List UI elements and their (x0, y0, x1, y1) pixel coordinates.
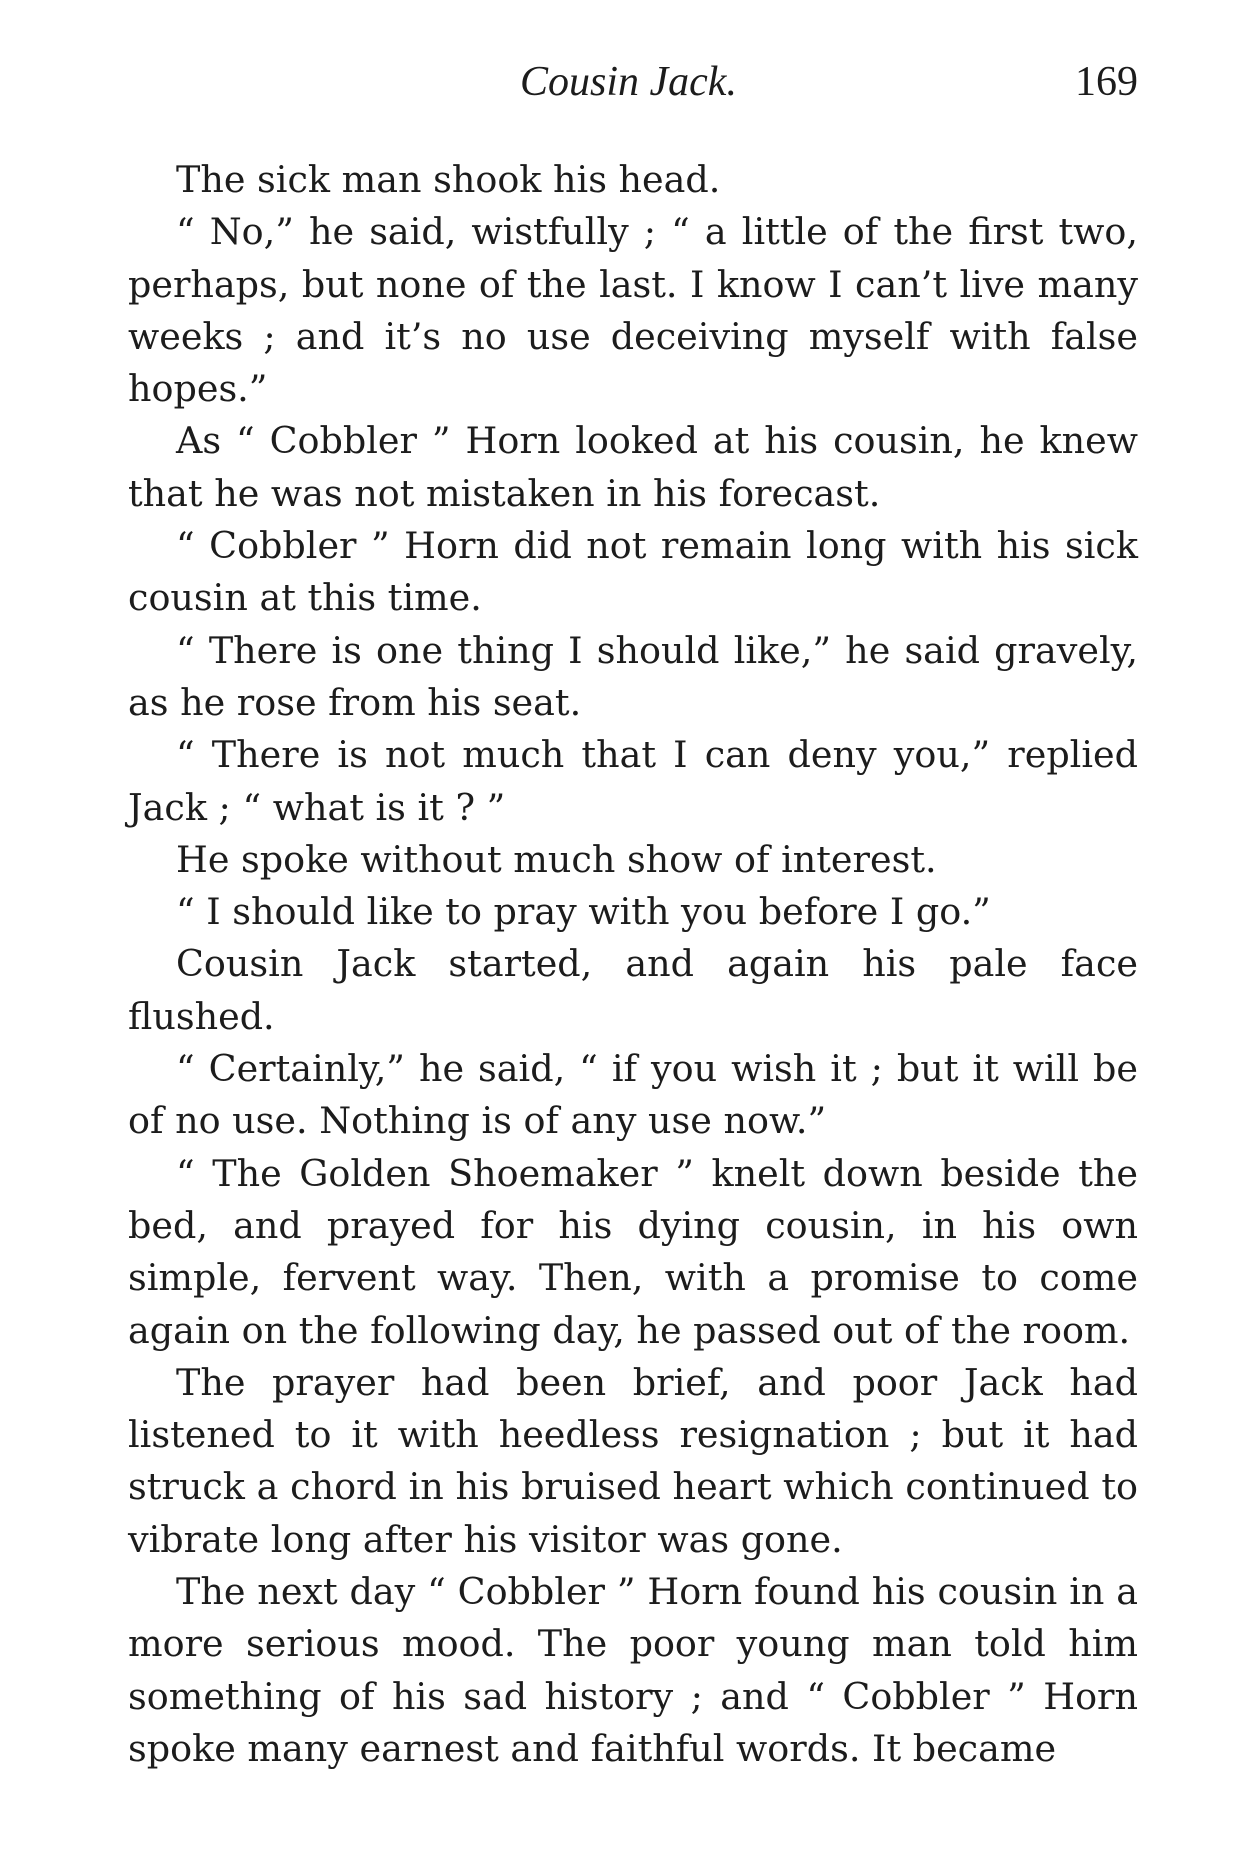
body-text (128, 154, 1138, 1775)
paragraph: “ The Golden Shoemaker ” knelt down beside the bed, and prayed for his dying cousin, in his own simple, fervent way. Then, with a promise to come again on the following day, he passed out of the room. (128, 1151, 1138, 1352)
paragraph: As “ Cobbler ” Horn looked at his cousin, he knew that he was not mistaken in his forecast. (128, 419, 1138, 515)
paragraph: “ Certainly,” he said, “ if you wish it ; but it will be of no use. Nothing is of any use now.” (128, 1047, 1138, 1143)
paragraph: “ No,” he said, wistfully ; “ a little of the first two, perhaps, but none of the last. I know I can’t live many weeks ; and it’s no use deceiving myself with false hopes.” (128, 210, 1138, 411)
paragraph: “ Cobbler ” Horn did not remain long with his sick cousin at this time. (128, 524, 1138, 620)
paragraph: “ There is one thing I should like,” he said gravely, as he rose from his seat. (128, 628, 1138, 724)
paragraph: The next day “ Cobbler ” Horn found his cousin in a more serious mood. The poor young man told him something of his sad history ; and “ Cobbler ” Horn spoke many earnest and faithful words. It became (128, 1570, 1138, 1770)
page-number: 169 (1075, 59, 1138, 105)
paragraph: The prayer had been brief, and poor Jack had listened to it with heedless resignation ; but it had struck a chord in his bruised heart which continued to vibrate long after his visitor was gone. (128, 1360, 1138, 1561)
paragraph: “ I should like to pray with you before I go.” (176, 890, 991, 934)
paragraph: The sick man shook his head. (176, 158, 721, 201)
running-title: Cousin Jack. (520, 59, 737, 105)
running-head (128, 58, 1138, 118)
paragraph: “ There is not much that I can deny you,” replied Jack ; “ what is it ? ” (128, 733, 1138, 829)
paragraph: He spoke without much show of interest. (176, 837, 937, 881)
paragraph: Cousin Jack started, and again his pale face flushed. (128, 942, 1138, 1038)
